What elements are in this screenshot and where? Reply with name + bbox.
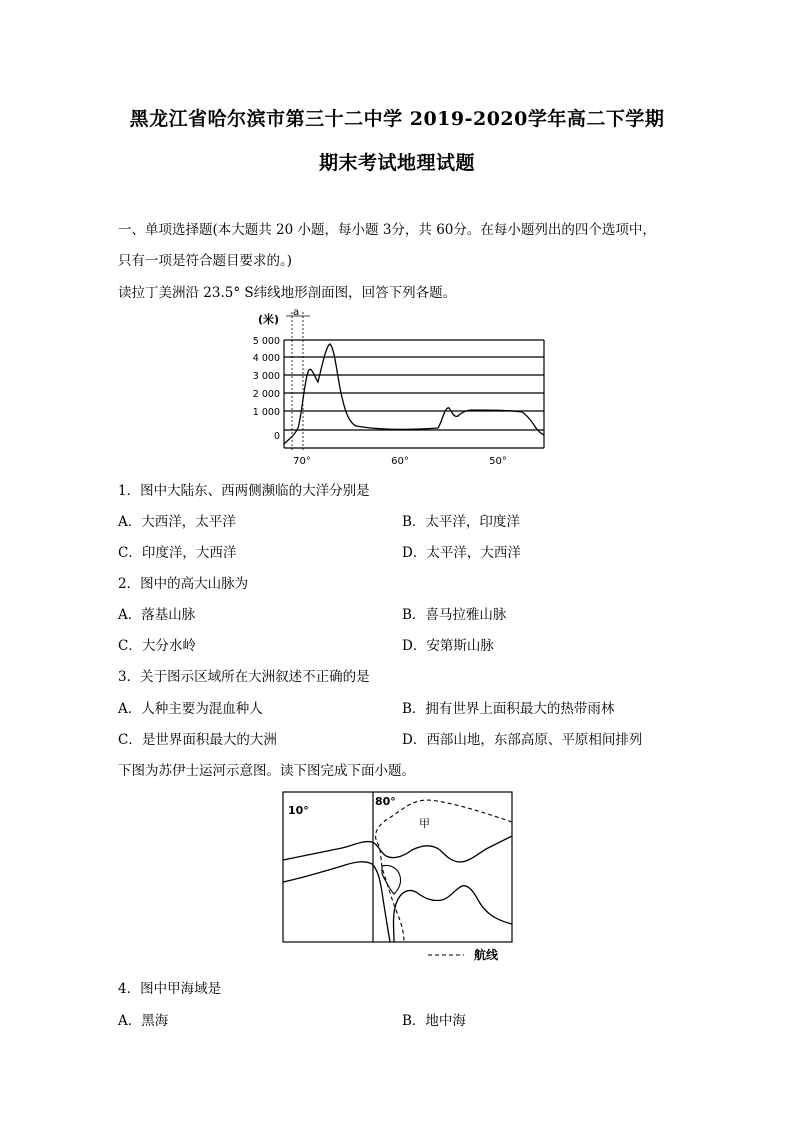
y-tick-0: 0: [273, 431, 280, 442]
question-4-stem: 4．图中甲海域是: [118, 981, 222, 997]
question-1-option-d[interactable]: D．太平洋，大西洋: [402, 545, 521, 561]
question-2-option-a[interactable]: A．落基山脉: [118, 607, 196, 623]
y-tick-3000: 3 000: [252, 371, 280, 382]
section-intro-line-1: 一、单项选择题(本大题共 20 小题，每小题 3分，共 60分。在每小题列出的四个选项中，: [118, 222, 656, 238]
shipping-route: [376, 800, 512, 942]
section-intro-line-2: 只有一项是符合题目要求的。): [118, 253, 293, 269]
question-4-option-a[interactable]: A．黑海: [118, 1013, 169, 1029]
map-frame: [283, 792, 512, 942]
longitude-label-left: 10°: [288, 804, 309, 817]
y-tick-2000: 2 000: [252, 389, 280, 400]
question-3-option-c[interactable]: C．是世界面积最大的大洲: [118, 732, 277, 748]
question-2-option-d[interactable]: D．安第斯山脉: [402, 638, 494, 654]
question-3-stem: 3．关于图示区域所在大洲叙述不正确的是: [118, 669, 370, 685]
x-tick-60: 60°: [391, 456, 409, 467]
y-unit-label: (米): [258, 313, 280, 326]
marker-label: a: [293, 307, 300, 318]
x-tick-50: 50°: [489, 456, 507, 467]
question-1-stem: 1．图中大陆东、西两侧濒临的大洋分别是: [118, 483, 370, 499]
exam-title-line-1: 黑龙江省哈尔滨市第三十二中学 2019-2020学年高二下学期: [129, 108, 665, 130]
passage-stem-1: 读拉丁美洲沿 23.5° S纬线地形剖面图，回答下列各题。: [118, 285, 457, 301]
coastline-north: [283, 836, 512, 862]
question-3-option-a[interactable]: A．人种主要为混血种人: [118, 701, 263, 717]
sea-label-jia: 甲: [419, 817, 430, 830]
question-2-option-c[interactable]: C．大分水岭: [118, 638, 196, 654]
suez-canal-map: [282, 790, 514, 966]
coastline-south: [283, 862, 390, 942]
y-tick-4000: 4 000: [252, 353, 280, 364]
question-3-option-b[interactable]: B．拥有世界上面积最大的热带雨林: [402, 701, 615, 717]
terrain-profile-figure: [250, 304, 550, 470]
question-4-option-b[interactable]: B．地中海: [402, 1013, 466, 1029]
question-1-option-c[interactable]: C．印度洋，大西洋: [118, 545, 237, 561]
passage-stem-2: 下图为苏伊士运河示意图。读下图完成下面小题。: [118, 763, 415, 779]
longitude-label-right: 80°: [375, 795, 396, 808]
sinai-outline: [382, 865, 401, 894]
y-tick-1000: 1 000: [252, 407, 280, 418]
x-tick-70: 70°: [293, 456, 311, 467]
question-1-option-a[interactable]: A．大西洋，太平洋: [118, 514, 236, 530]
y-tick-5000: 5 000: [252, 336, 280, 347]
terrain-profile-line: [284, 344, 544, 444]
grid-lines: [284, 340, 544, 448]
coastline-east: [394, 886, 513, 942]
question-2-stem: 2．图中的高大山脉为: [118, 576, 249, 592]
question-1-option-b[interactable]: B．太平洋，印度洋: [402, 514, 520, 530]
question-3-option-d[interactable]: D．西部山地，东部高原、平原相间排列: [402, 732, 643, 748]
legend-route-label: 航线: [474, 948, 499, 962]
question-2-option-b[interactable]: B．喜马拉雅山脉: [402, 607, 507, 623]
exam-title-line-2: 期末考试地理试题: [318, 152, 475, 174]
